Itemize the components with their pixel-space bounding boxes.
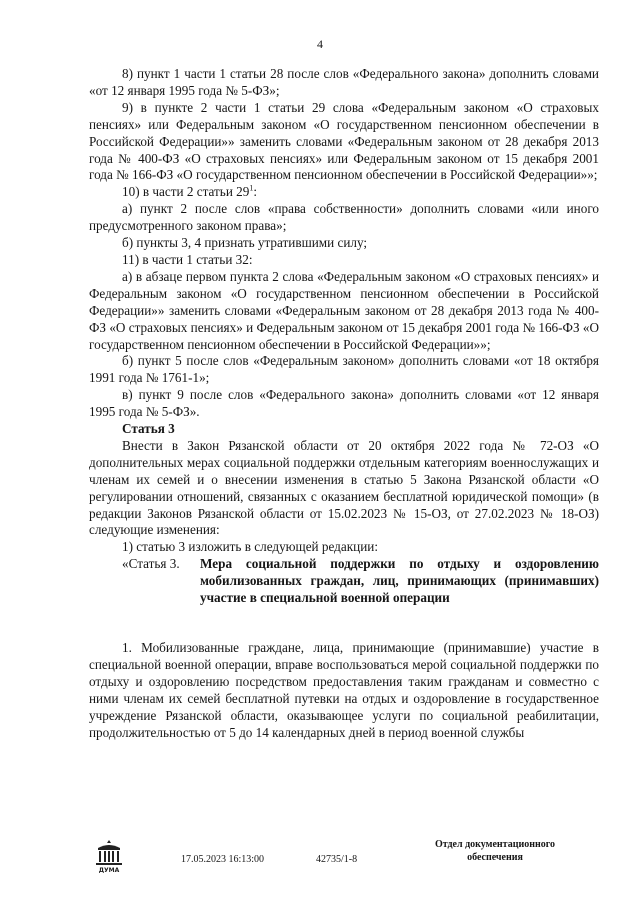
footer-document-id: 42735/1-8 — [316, 854, 358, 865]
amendment-item-8: 8) пункт 1 части 1 статьи 28 после слов «Федерального закона» дополнить словами «от 12 января 1995 года № 5-ФЗ»; — [89, 66, 599, 98]
page-number: 4 — [317, 37, 323, 51]
stamp-line-2: обеспечения — [467, 852, 523, 863]
footer — [0, 838, 640, 878]
article-3-item-1: 1) статью 3 изложить в следующей редакции: — [122, 539, 378, 555]
new-article-title-text: Мера социальной поддержки по отдыху и оздоровлению мобилизованных граждан, лиц, принимающих (принимавших) участие в специальной военной — [200, 556, 599, 606]
new-article-label: «Статья 3. — [122, 556, 180, 572]
amendment-item-10b: б) пункты 3, 4 признать утратившими силу; — [122, 235, 368, 251]
new-article-title — [200, 556, 599, 607]
stamp-line-1: Отдел документационного — [434, 839, 556, 850]
department-stamp — [410, 838, 580, 864]
amendment-item-11: 11) в части 1 статьи 32: — [122, 251, 253, 267]
new-article-heading — [122, 556, 599, 607]
new-article-paragraph-1: 1. Мобилизованные граждане, лица, принимающие (принимавшие) участие в специальной военной операции, вправе воспользоваться мерой социальной поддержки по отдыху и оздоровлению посредством предоставления таким гражданам и совместно с ними членам их семей бесплатной путевки на отдых и оздоровление в государственное учреждение Рязанской области, оказывающее услуги по социальной реабилитации, продолжительностью от 5 до 14 календарных дней в период военной службы — [89, 640, 599, 740]
amendment-item-10-text: 10) в части 2 статьи 29 — [122, 184, 250, 200]
footer-date: 17.05.2023 16:13:00 — [181, 854, 265, 865]
amendment-item-10-colon: : — [253, 184, 258, 200]
superscript: 1 — [249, 183, 254, 193]
article-3-text: Внести в Закон Рязанской области от 20 октября 2022 года № 72-ОЗ «О дополнительных мерах социальной поддержки отдельным категориям военнослужащих и членам их семей и о внесении изменения в статью 5 Закона Рязанской области «О регулировании отношений, связанных с оказанием бесплатной юридической помощи» (в редакции Законов Рязанской области от 15.02.2023 № 15-ОЗ, от 27.02.2023 № 18-ОЗ) следующие изменения: — [89, 437, 599, 538]
amendment-item-10 — [89, 184, 599, 201]
amendment-item-10a: а) пункт 2 после слов «права собственности» дополнить словами «или иного предусмотренного законом права»; — [89, 201, 599, 234]
document-body — [89, 66, 599, 741]
amendment-item-11b: б) пункт 5 после слов «Федеральным законом» дополнить словами «от 18 октября 1991 года № 1761-1»; — [89, 353, 599, 386]
article-3-heading: Статья 3 — [122, 421, 175, 437]
emblem-caption: ДУМА — [98, 867, 120, 874]
new-article-title-end: операции — [392, 590, 450, 606]
duma-emblem-icon — [92, 838, 126, 874]
amendment-item-9: 9) в пункте 2 части 1 статьи 29 слова «Федеральным законом «О страховых пенсиях» или Федеральным законом «О государственном пенсионном обеспечении в Российской Федерации»» заменить словами «Федеральным законом от 28 декабря 2013 года № 400-ФЗ «О страховых пенсиях» или Федеральным законом от 15 декабря 2001 года № 166-ФЗ «О государственном пенсионном обеспечении в Российской Федерации»»; — [89, 99, 599, 183]
amendment-item-11c: в) пункт 9 после слов «Федерального закона» дополнить словами «от 12 января 1995 года № 5-ФЗ». — [89, 387, 599, 420]
amendment-item-11a: а) в абзаце первом пункта 2 слова «Федеральным законом «О страховых пенсиях» и Федеральным законом «О государственном пенсионном обеспечении в Российской Федерации»» заменить словами «Федеральным законом от 28 декабря 2013 года № 400-ФЗ «О страховых пенсиях» и Федеральным законом от 15 декабря 2001 года № 166-ФЗ «О государственном пенсионном обеспечении в Российской Федерации»»; — [89, 268, 599, 352]
